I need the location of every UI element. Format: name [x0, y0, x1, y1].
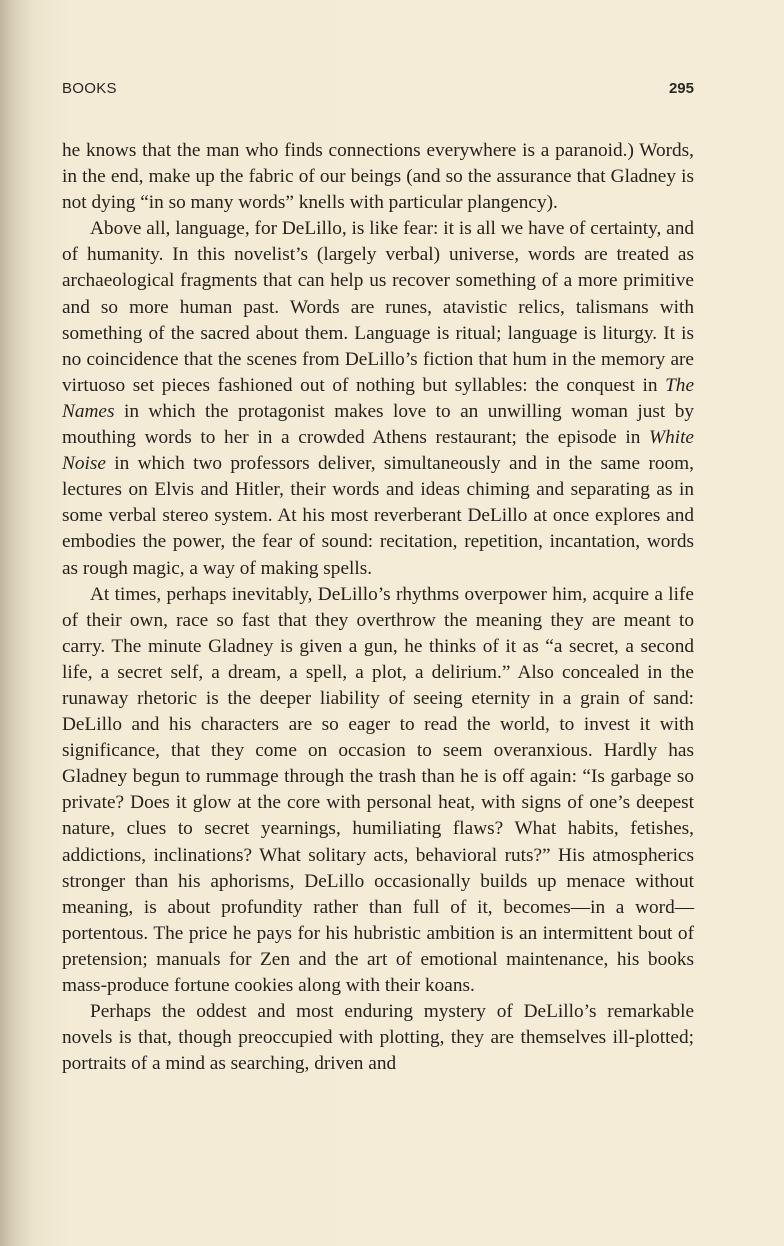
paragraph-3: At times, perhaps inevitably, DeLillo’s rhythms overpower him, acquire a life of their own, race so fast that they overthrow the meaning they are meant to carry. The minute Gladney is given a gun, he thinks of it as “a secret, a second life, a secret self, a dream, a spell, a plot, a delirium.” Also concealed in the runaway rhetoric is the deeper liability of seeing eternity in a grain of sand: DeLillo and his characters are so eager to read the world, to invest it with significance, that they come on occasion to seem overanxious. Hardly has Gladney begun to rummage through the trash than he is off again: “Is garbage so private? Does it glow at the core with personal heat, with signs of one’s deepest nature, clues to secret yearnings, humiliating flaws? What habits, fetishes, addictions, inclinations? What solitary acts, behavioral ruts?” His atmospherics stronger than his aphorisms, DeLillo occasionally builds up menace without meaning, is about profundity rather than full of it, becomes—in a word—portentous. The price he pays for his hubristic ambition is an intermittent bout of pretension; manuals for Zen and the art of emotional maintenance, his books mass-produce fortune cookies along with their koans. [62, 583, 694, 996]
page-number: 295 [668, 80, 694, 97]
paragraph-2: Above all, language, for DeLillo, is like fear: it is all we have of certainty, and of humanity. In this novelist’s (largely verbal) universe, words are treated as archaeological fragments that can help us recover something of a more primitive and so more human past. Words are runes, atavistic relics, talismans with something of the sacred about them. Language is ritual; language is liturgy. It is no coincidence that the scenes from DeLillo’s fiction that hum in the memory are virtuoso set pieces fashioned out of nothing but syllables: the conquest in The Names in which the protagonist makes love to an unwilling woman just by mouthing words to her in a crowded Athens restaurant; the episode in White Noise in which two professors deliver, simultaneously and in the same room, lectures on Elvis and Hitler, their words and ideas chiming and separating as in some verbal stereo system. At his most reverberant DeLillo at once explores and embodies the power, the fear of sound: recitation, repetition, incantation, words as rough magic, a way of making spells. [62, 218, 694, 579]
paragraph-4: Perhaps the oddest and most enduring mystery of DeLillo’s remarkable novels is that, though preoccupied with plotting, they are themselves ill-plotted; portraits of a mind as searching, driven and [62, 1001, 694, 1075]
running-head [62, 80, 694, 102]
paragraph-1: he knows that the man who finds connections everywhere is a paranoid.) Words, in the end, make up the fabric of our beings (and so the assurance that Gladney is not dying “in so many words” knells with particular plangency). [62, 140, 694, 214]
book-title: White Noise [62, 427, 694, 475]
section-title: BOOKS [62, 80, 117, 97]
body-text [62, 138, 694, 1077]
book-title: The Names [62, 374, 694, 422]
